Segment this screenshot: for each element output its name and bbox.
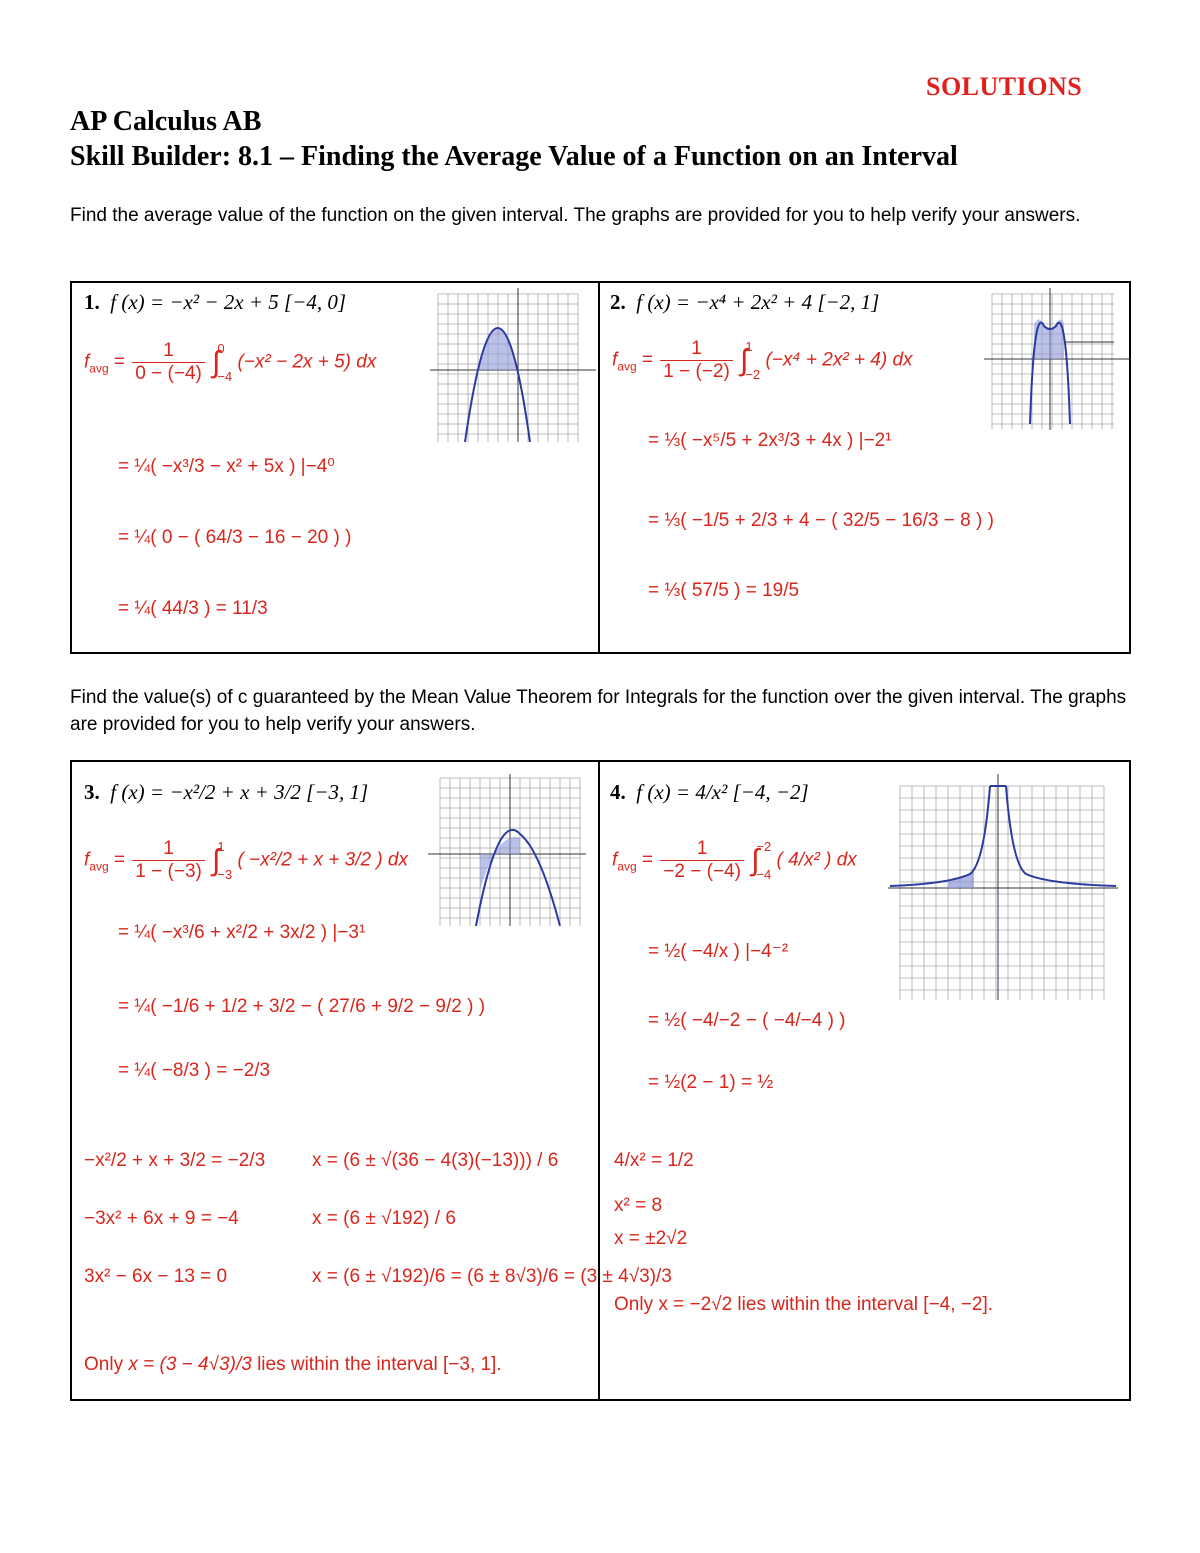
problem-2-line-1: $f_{avg}$ = $\frac{1}{1 - (-2)}$ ∫1 −2 (−x⁴ + 2x² + 4) dx	[612, 338, 913, 382]
problem-1-graph	[430, 284, 598, 444]
problem-4-line-3: = ½( −4/−2 − ( −4/−4 ) )	[648, 1010, 846, 1031]
problem-4-step-2: x² = 8	[614, 1195, 663, 1216]
problem-1-line-3: = ¼( 0 − ( 64/3 − 16 − 20 ) )	[118, 527, 352, 548]
problem-4-line-2: = ½( −4/x ) |−4⁻²	[648, 941, 789, 962]
problem-2-line-4: = ⅓( 57/5 ) = 19/5	[648, 580, 800, 601]
problem-3-graph	[428, 770, 588, 928]
problem-4-statement: 4. f (x) = 4/x² [−4, −2]	[610, 780, 809, 804]
problem-3-line-4: = ¼( −8/3 ) = −2/3	[118, 1060, 271, 1081]
problem-2-line-2: = ⅓( −x⁵/5 + 2x³/3 + 4x ) |−2¹	[648, 430, 892, 451]
instructions-part1: Find the average value of the function on the given interval. The graphs are provided for you to help verify your answers.	[70, 205, 1081, 226]
problem-3-statement: 3. f (x) = −x²/2 + x + 3/2 [−3, 1]	[84, 780, 369, 804]
problem-4-step-1: 4/x² = 1/2	[614, 1150, 694, 1171]
problem-1-statement: 1. f (x) = −x² − 2x + 5 [−4, 0]	[84, 290, 347, 314]
instructions-part2: Find the value(s) of c guaranteed by the Mean Value Theorem for Integrals for the function over the given interval. The graphs are provided for you to help verify your answers.	[70, 687, 1127, 735]
problem-3-line-3: = ¼( −1/6 + 1/2 + 3/2 − ( 27/6 + 9/2 − 9/2 ) )	[118, 996, 486, 1017]
problem-4-line-1: $f_{avg}$ = $\frac{1}{-2 - (-4)}$ ∫−2 −4 ( 4/x² ) dx	[612, 838, 857, 882]
problem-2-graph	[984, 284, 1132, 432]
problem-2-statement: 2. f (x) = −x⁴ + 2x² + 4 [−2, 1]	[610, 290, 880, 314]
problem-4-graph	[888, 768, 1120, 1004]
course-title: AP Calculus AB	[70, 106, 262, 137]
problem-2-line-3: = ⅓( −1/5 + 2/3 + 4 − ( 32/5 − 16/3 − 8 ) )	[648, 510, 994, 531]
problem-3-quadratic-1: x = (6 ± √(36 − 4(3)(−13))) / 6	[312, 1150, 559, 1171]
problem-4-conclusion: Only x = −2√2 lies within the interval [−4, −2].	[614, 1294, 994, 1315]
problem-3-quadratic-3: x = (6 ± √192)/6 = (6 ± 8√3)/6 = (3 ± 4√3)/3	[312, 1266, 672, 1287]
problem-3-step-3: 3x² − 6x − 13 = 0	[84, 1266, 228, 1287]
column-divider	[598, 281, 600, 654]
problem-3-line-1: $f_{avg}$ = $\frac{1}{1 - (-3)}$ ∫1 −3 ( −x²/2 + x + 3/2 ) dx	[84, 838, 408, 882]
page-title: Skill Builder: 8.1 – Finding the Average Value of a Function on an Interval	[70, 141, 958, 172]
solutions-label: SOLUTIONS	[926, 72, 1083, 101]
problem-3-step-1: −x²/2 + x + 3/2 = −2/3	[84, 1150, 266, 1171]
problem-1-line-1: $f_{avg}$ = $\frac{1}{0 - (-4)}$ ∫0 −4 (−x² − 2x + 5) dx	[84, 340, 377, 384]
column-divider-2	[598, 760, 600, 1401]
problem-3-conclusion: Only x = (3 − 4√3)/3 lies within the interval [−3, 1].	[84, 1354, 502, 1375]
problem-4-step-3: x = ±2√2	[614, 1228, 688, 1249]
problem-3-quadratic-2: x = (6 ± √192) / 6	[312, 1208, 456, 1229]
problem-3-step-2: −3x² + 6x + 9 = −4	[84, 1208, 239, 1229]
problem-4-line-4: = ½(2 − 1) = ½	[648, 1072, 774, 1093]
problem-1-line-2: = ¼( −x³/3 − x² + 5x ) |−4⁰	[118, 456, 335, 477]
problem-1-line-4: = ¼( 44/3 ) = 11/3	[118, 598, 268, 619]
problem-3-line-2: = ¼( −x³/6 + x²/2 + 3x/2 ) |−3¹	[118, 922, 366, 943]
